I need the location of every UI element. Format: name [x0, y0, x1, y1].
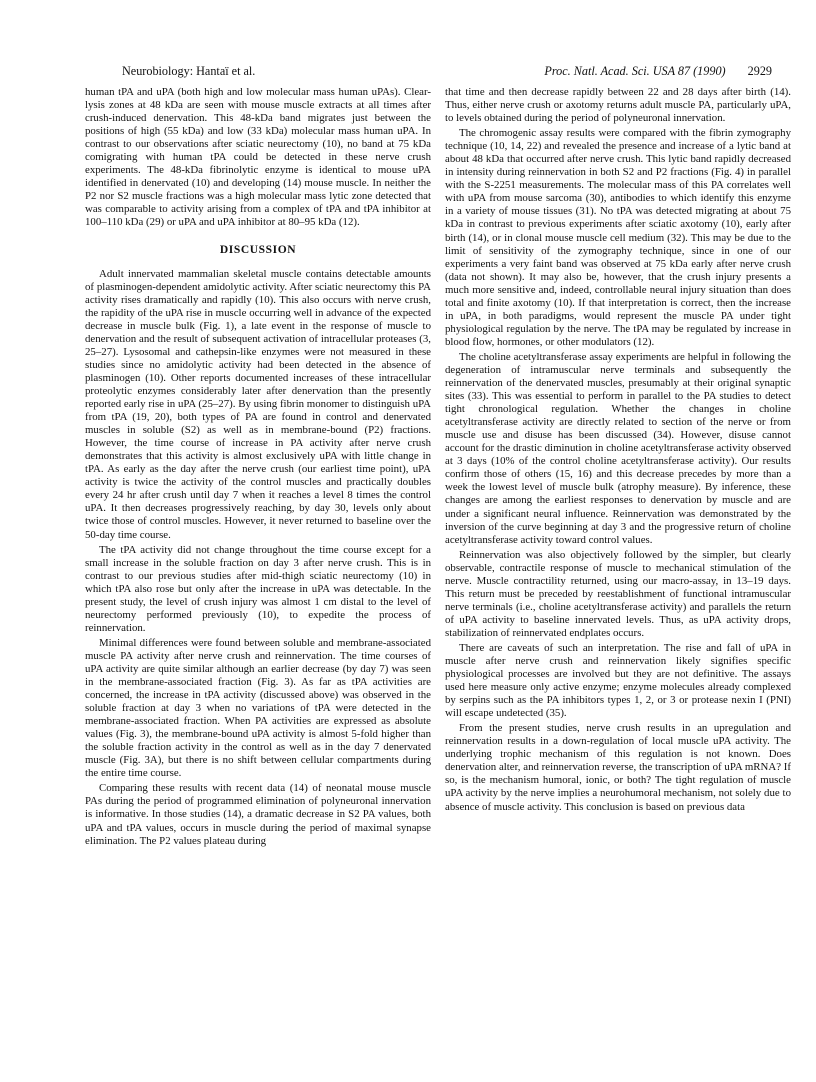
article-body — [60, 86, 791, 1076]
paragraph: Minimal differences were found between soluble and membrane-associated muscle PA activity after nerve crush and reinnervation. The time courses of uPA activity are quite similar although an earlier decrease (by day 7) was seen in the membrane-associated fraction (Fig. 3). As far as tPA activities are concerned, the increase in tPA activity (discussed above) was observed in the soluble fraction at day 3 when no variations of tPA were detected in the membrane-associated fraction. When PA activities are expressed as absolute values (Fig. 3), the membrane-bound uPA activity is almost 5-fold higher than the soluble fraction activity in the control as well as in the day 7 denervated muscle (Fig. 3A), but there is no shift between cellular compartments during the entire time course. — [85, 636, 431, 780]
section-heading-discussion: DISCUSSION — [219, 243, 297, 256]
right-column — [445, 86, 791, 814]
author-header: Neurobiology: Hantaï et al. — [122, 64, 256, 78]
paragraph: The chromogenic assay results were compared with the fibrin zymography technique (10, 14, 22) and revealed the presence and increase of a lytic band at about 48 kDa that occurred after nerve crush. This lytic band rapidly decreased in intensity during reinnervation in both S2 and P2 fractions (Fig. 4) in parallel with the S-2251 measurements. The molecular mass of this PA correlates well with uPA from mouse sarcoma (30), antibodies to which identify this enzyme in a variety of mouse tissues (31). No tPA was detected migrating at about 75 kDa in contrast to previous experiments after sciatic axotomy (10), early after birth (14), or in clonal mouse muscle cell medium (32). This may be due to the limit of sensitivity of the zymography technique, since in one of our experiments a very faint band was observed at 75 kDa early after nerve crush (data not shown). It may also be, however, that the crush injury presents a much more sensitive and, indeed, controllable neural injury situation than does total and finite axotomy (10). If that interpretation is correct, then the increase in uPA, in both paradigms, would represent the muscle PA under tight physiological regulation by the nerve. The tPA may be regulated by increase in blood flow, hormones, or other modulators (12). — [445, 127, 791, 348]
paragraph: The choline acetyltransferase assay experiments are helpful in following the degeneration of intramuscular nerve terminals and subsequently the reinnervation of the denervated muscles, presumably at their original synaptic sites (33). This was essential to perform in parallel to the PA studies to detect tight chronological regulation. Whether the changes in choline acetyltransferase activity are directly related to section of the nerve or from muscle use and disuse has been discussed (34). However, disuse cannot account for the drastic diminution in choline acetyltransferase activity observed at 3 days (10% of the control choline acetyltransferase activity). Our results confirm those of others (15, 16) and this decrease precedes by more than a week the lowest level of muscle bulk (atrophy measure). By inference, these changes are among the earliest responses to denervation by muscle and are under a significant neural influence. Reinnervation was demonstrated by the inversion of the curve beginning at day 3 and the progressive return of choline acetyltransferase activity toward control values. — [445, 350, 791, 546]
paragraph: There are caveats of such an interpretation. The rise and fall of uPA in muscle after nerve crush and reinnervation likely signifies specific physiological processes are involved but they are not definitive. The assays used here measure only active enzyme; enzyme molecules already complexed by serpins such as the PA inhibitors types 1, 2, or 3 or protease nexin I (PNI) will escape undetected (35). — [445, 641, 791, 720]
paragraph: Comparing these results with recent data (14) of neonatal mouse muscle PAs during the period of programmed elimination of polyneuronal innervation is informative. In those studies (14), a dramatic decrease in S2 PA values, both uPA and tPA values, occurs in muscle during the period of maximal synapse elimination. The P2 values plateau during — [85, 782, 431, 847]
left-column — [85, 86, 431, 848]
paragraph: The tPA activity did not change throughout the time course except for a small increase in the soluble fraction on day 3 after nerve crush. This is in contrast to our previous studies after mid-thigh sciatic neurectomy (10) in which tPA also rose but only after the increase in uPA was detectable. In the present study, the level of crush injury was almost 1 cm distal to the level of neurectomy performed previously (10), to expedite the process of reinnervation. — [85, 543, 431, 634]
journal-citation: Proc. Natl. Acad. Sci. USA 87 (1990) — [544, 64, 726, 78]
page-number: 2929 — [747, 64, 772, 78]
continued-paragraph: that time and then decrease rapidly between 22 and 28 days after birth (14). Thus, either nerve crush or axotomy returns adult muscle PA, particularly uPA, to levels obtained during the period of polyneuronal innervation. — [445, 86, 791, 125]
paragraph: From the present studies, nerve crush results in an upregulation and reinnervation results in a down-regulation of local muscle uPA activity. The underlying trophic mechanism of this regulation is not known. Does denervation alter, and reinnervation reverse, the transcription of uPA mRNA? If so, is the mechanism humoral, ionic, or both? The tight regulation of muscle uPA activity by the nerve implies a neurohumoral mechanism, not solely due to absence of muscle activity. This conclusion is based on previous data — [445, 722, 791, 813]
paragraph: Adult innervated mammalian skeletal muscle contains detectable amounts of plasminogen-dependent amidolytic activity. After sciatic neurectomy this PA activity rises dramatically and rapidly (10). This also occurs with nerve crush, the rapidity of the uPA rise in muscle occurring well in advance of the expected decrease in muscle bulk (Fig. 1), a late event in the response of muscle to denervation and the result of subsequent activation of intracellular proteases (3, 25–27). Lysosomal and cathepsin-like enzymes were not measured in these studies since no amidolytic activity had been detected in the absence of plasminogen (10). Other reports documented increases of these intracellular proteolytic enzymes considerably later after denervation than the presently reported early rise in uPA (25–27). By using fibrin monomer to distinguish uPA from tPA (19, 20), both types of PA are found in control and denervated muscles in soluble (S2) as well as in membrane-bound (P2) fractions. However, the time course of increase in PA activity after nerve crush demonstrates that this activity is almost exclusively uPA with little change in tPA. As early as the day after the nerve crush (our earliest time point), uPA activity is twice the activity of the control muscles and practically doubles every 24 hr after crush until day 7 when it reaches a level 8 times the control uPA. It then decreases progressively reaching, by day 30, levels only about twice those of control muscles. However, it never returned to baseline over the 50-day time course. — [85, 267, 431, 541]
running-head — [122, 62, 772, 80]
intro-paragraph: human tPA and uPA (both high and low molecular mass human uPAs). Clear-lysis zones at 48 kDa are seen with mouse muscle extracts at all times after crush-induced denervation. This 48-kDa band migrates just between the positions of high (55 kDa) and low (33 kDa) molecular mass human uPA. In contrast to our observations after sciatic neurectomy (10), no band at 75 kDa comigrating with human tPA could be detected in these nerve crush experiments. The 48-kDa fibrinolytic enzyme is identical to mouse uPA identified in denervated (10) and developing (14) mouse muscle. In neither the P2 nor S2 muscle fractions was a high molecular mass lytic zone detected that was comparable to activity arising from a complex of tPA and tPA inhibitor at 100–110 kDa (29) or uPA and uPA inhibitor at 80–95 kDa (12). — [85, 86, 431, 229]
journal-header — [544, 62, 772, 80]
paragraph: Reinnervation was also objectively followed by the simpler, but clearly observable, contractile response of muscle to mechanical stimulation of the nerve. Muscle contractility returned, using our macro-assay, in 13–19 days. This return must be preceded by reestablishment of functional intramuscular nerve terminals (i.e., choline acetyltransferase activity) and parallels the return of uPA activity to baseline innervated levels. Thus, as uPA activity drops, stabilization of reinnervated endplates occurs. — [445, 548, 791, 639]
